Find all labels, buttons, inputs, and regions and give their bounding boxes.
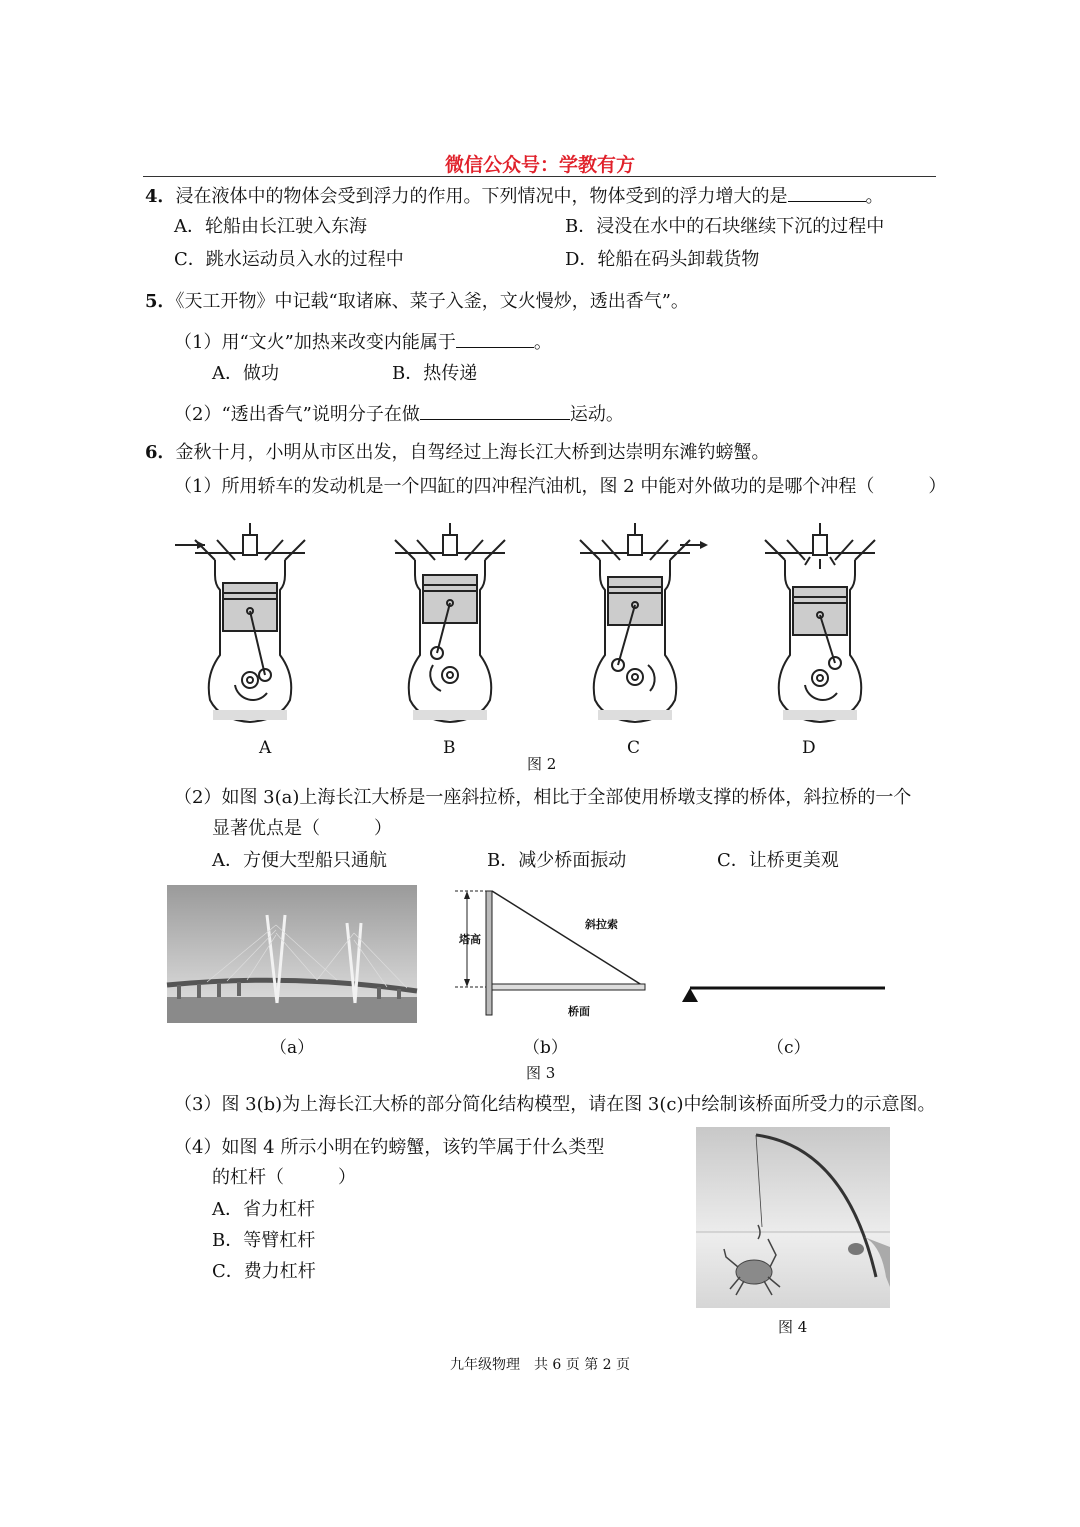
fig2-label-c: C [627,738,641,758]
fig3-label-c: （c） [767,1038,811,1058]
fig2-engine-a [175,515,325,730]
fig3b-cable-label: 斜拉索 [585,918,618,931]
fig3b-bridge-model [455,885,655,1020]
q6-sub2-line1: （2）如图 3(a)上海长江大桥是一座斜拉桥，相比于全部使用桥墩支撑的桥体，斜拉桥的一个 [174,787,912,808]
q5-sub2-end: 运动。 [569,404,624,425]
q6-sub2-option-b: B．减少桥面振动 [487,850,627,871]
q6-sub2-line2: 显著优点是（ ） [212,818,392,839]
q6-number: 6． [145,442,176,463]
page-header-title: 微信公众号：学教有方 [444,154,635,176]
q4-number: 4． [145,186,176,207]
fig2-label-b: B [443,738,456,758]
q6-sub4-option-a: A．省力杠杆 [212,1199,315,1220]
q5-sub1 [174,329,552,355]
q5-sub2-blank [420,401,570,420]
q6-sub1: （1）所用轿车的发动机是一个四缸的四冲程汽油机，图 2 中能对外做功的是哪个冲程（ ） [174,476,947,497]
q5-sub1-option-a: A．做功 [212,363,279,384]
fig3c-deck-sketch [680,980,890,1010]
page-footer: 九年级物理 共 6 页 第 2 页 [449,1357,631,1373]
q5-sub1-end: 。 [533,332,552,353]
q6-sub4-line2: 的杠杆（ ） [212,1167,356,1188]
q5-stem-text: 《天工开物》中记载“取诸麻、菜子入釜，文火慢炒，透出香气”。 [175,291,689,312]
q4-option-b: B．浸没在水中的石块继续下沉的过程中 [565,216,885,237]
q6-sub4-line1: （4）如图 4 所示小明在钓螃蟹，该钓竿属于什么类型 [174,1137,605,1158]
q5-sub1-text: （1）用“文火”加热来改变内能属于 [174,332,456,353]
q5-number: 5． [145,291,176,312]
q6-stem [145,441,770,465]
fig4-fishing-photo [696,1127,890,1308]
q4-answer-blank [788,183,866,202]
q6-sub4-option-b: B．等臂杠杆 [212,1230,316,1251]
q5-sub1-option-b: B．热传递 [392,363,478,384]
q4-stem-end: 。 [865,186,884,207]
fig3-label-a: （a） [270,1038,315,1058]
q5-sub2 [174,401,624,427]
q5-stem [145,290,689,314]
fig3-label-b: （b） [523,1038,568,1058]
q4-option-d: D．轮船在码头卸载货物 [565,249,760,270]
fig2-label-d: D [802,738,816,758]
q5-sub2-text: （2）“透出香气”说明分子在做 [174,404,420,425]
q5-sub1-blank [456,329,534,348]
fig2-label-a: A [259,738,272,758]
q6-stem-text: 金秋十月，小明从市区出发，自驾经过上海长江大桥到达崇明东滩钓螃蟹。 [175,442,770,463]
q4-option-c: C．跳水运动员入水的过程中 [174,249,404,270]
q6-sub2-option-c: C．让桥更美观 [717,850,839,871]
fig3a-bridge-photo [167,885,417,1023]
fig3b-tower-height-label: 塔高 [459,933,481,946]
header-rule [143,176,936,177]
q6-sub2-option-a: A．方便大型船只通航 [212,850,387,871]
fig2-caption: 图 2 [527,755,557,773]
q4-stem-text: 浸在液体中的物体会受到浮力的作用。下列情况中，物体受到的浮力增大的是 [175,186,788,207]
fig2-engine-c [560,515,710,730]
fig4-caption: 图 4 [778,1318,808,1336]
fig2-engine-d [745,515,895,730]
fig3b-deck-label: 桥面 [568,1005,590,1018]
q4-option-a: A．轮船由长江驶入东海 [174,216,367,237]
q6-sub4-option-c: C．费力杠杆 [212,1261,316,1282]
fig2-engine-b [375,515,525,730]
fig3-caption: 图 3 [526,1064,556,1082]
q6-sub3: （3）图 3(b)为上海长江大桥的部分简化结构模型，请在图 3(c)中绘制该桥面所受力的示意图。 [174,1094,936,1115]
q4-stem [145,183,884,209]
